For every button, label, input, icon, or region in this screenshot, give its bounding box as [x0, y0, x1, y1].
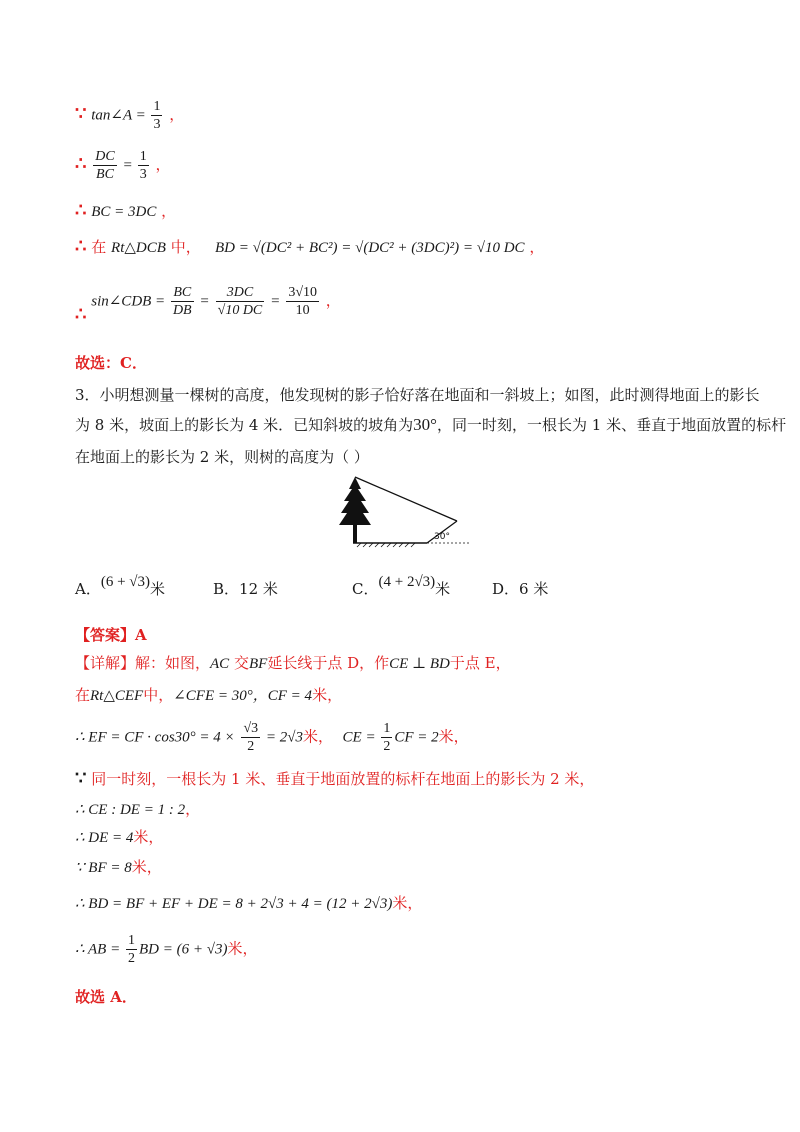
tree-shadow-figure — [333, 475, 473, 550]
sun-ray-line — [355, 477, 457, 521]
fraction-half-ab: $\frac{1}{2}$ — [127, 933, 135, 966]
answer-label: 【答案】A — [75, 626, 147, 644]
tan-expression: tan∠A = — [91, 107, 150, 124]
detail-line: 【详解】解：如图，AC 交BF延长线于点 D，作CE ⊥ BD于点 E， — [75, 654, 511, 672]
step-tan — [75, 98, 184, 133]
therefore-symbol: ∴ — [75, 153, 87, 175]
angle-label: 30° — [434, 532, 450, 542]
punct: ， — [161, 202, 177, 220]
ef-line: ∴ EF = CF · cos30° = 4 × $\frac{√3}{2}$ = 2√3米， CE = $\frac{1}{2}$ CF = 2米， — [75, 721, 469, 754]
punct: ， — [155, 155, 171, 174]
option-d[interactable]: D．6 米 — [492, 580, 549, 598]
fraction-bc-db: $\frac{BC}{DB}$ — [172, 285, 192, 318]
ab-line: ∴ AB = $\frac{1}{2}$ BD = (6 + √3)米， — [75, 933, 258, 966]
step-bd — [75, 236, 544, 257]
option-a[interactable]: A．(6 + √3)米 — [75, 574, 166, 598]
therefore-symbol: ∴ — [75, 303, 87, 325]
equals: = — [271, 293, 280, 310]
triangle-name: Rt△DCB — [111, 240, 166, 256]
punct: ， — [325, 291, 341, 310]
slope-angle: 30° — [413, 415, 437, 434]
step-ratio-dc-bc — [75, 148, 170, 183]
option-c[interactable]: C．(4 + 2√3)米 — [352, 574, 451, 598]
option-c-value: (4 + 2√3) — [378, 574, 436, 590]
sin-expression: sin∠CDB = — [91, 293, 169, 310]
final-choice: 故选 A． — [75, 988, 137, 1006]
bf-line: ∵ BF = 8米， — [75, 858, 162, 876]
question-line-3: 在地面上的影长为 2 米，则树的高度为（ ） — [75, 448, 369, 466]
bc-expression: BC = 3DC — [91, 204, 157, 220]
text-zai: 在 — [91, 238, 107, 256]
therefore-symbol: ∴ — [75, 236, 87, 257]
equals: = — [123, 157, 136, 174]
because-symbol: ∵ — [75, 103, 87, 125]
question-line-1: 3．小明想测量一棵树的高度，他发现树的影子恰好落在地面和一斜坡上；如图，此时测得地面上的影长 — [75, 386, 760, 404]
question-line-2: 为 8 米，坡面上的影长为 4 米．已知斜坡的坡角为30°，同一时刻，一根长为 1 米、垂直于地面放置的标杆 — [75, 415, 787, 434]
de-line: ∴ DE = 4米， — [75, 828, 164, 846]
ratio-line: ∴ CE : DE = 1 : 2， — [75, 800, 201, 818]
option-b[interactable]: B．12 米 — [213, 580, 278, 598]
text-zhong: 中， — [170, 238, 201, 256]
step-bc — [75, 200, 176, 221]
fraction-dc-bc: $\frac{DC}{BC}$ — [95, 149, 115, 182]
bd-expression: BD = √(DC² + BC²) = √(DC² + (3DC)²) = √10 DC — [215, 240, 525, 256]
bd-line: ∴ BD = BF + EF + DE = 8 + 2√3 + 4 = (12 + 2√3)米， — [75, 894, 423, 912]
rt-line: 在Rt△CEF中，∠CFE = 30°，CF = 4米， — [75, 686, 343, 704]
step-sin — [75, 284, 341, 325]
fraction-one-third: $\frac{1}{3}$ — [153, 99, 161, 132]
since-line: ∵ 同一时刻，一根长为 1 米、垂直于地面放置的标杆在地面上的影长为 2 米， — [75, 768, 595, 789]
fraction-3dc-sqrt10dc: $\frac{3DC}{√10 DC}$ — [217, 285, 263, 318]
punct: ， — [169, 105, 185, 124]
fraction-half: $\frac{1}{2}$ — [383, 721, 391, 754]
fraction-sqrt3-2: $\frac{√3}{2}$ — [243, 721, 259, 754]
prev-choice: 故选：C． — [75, 354, 147, 372]
therefore-symbol: ∴ — [75, 200, 87, 221]
equals: = — [200, 293, 209, 310]
fraction-one-third-2: $\frac{1}{3}$ — [139, 149, 147, 182]
punct: ， — [529, 238, 545, 256]
option-a-value: (6 + √3) — [100, 574, 151, 590]
fraction-result: $\frac{3√10}{10}$ — [288, 285, 317, 318]
tree-icon — [339, 477, 371, 543]
